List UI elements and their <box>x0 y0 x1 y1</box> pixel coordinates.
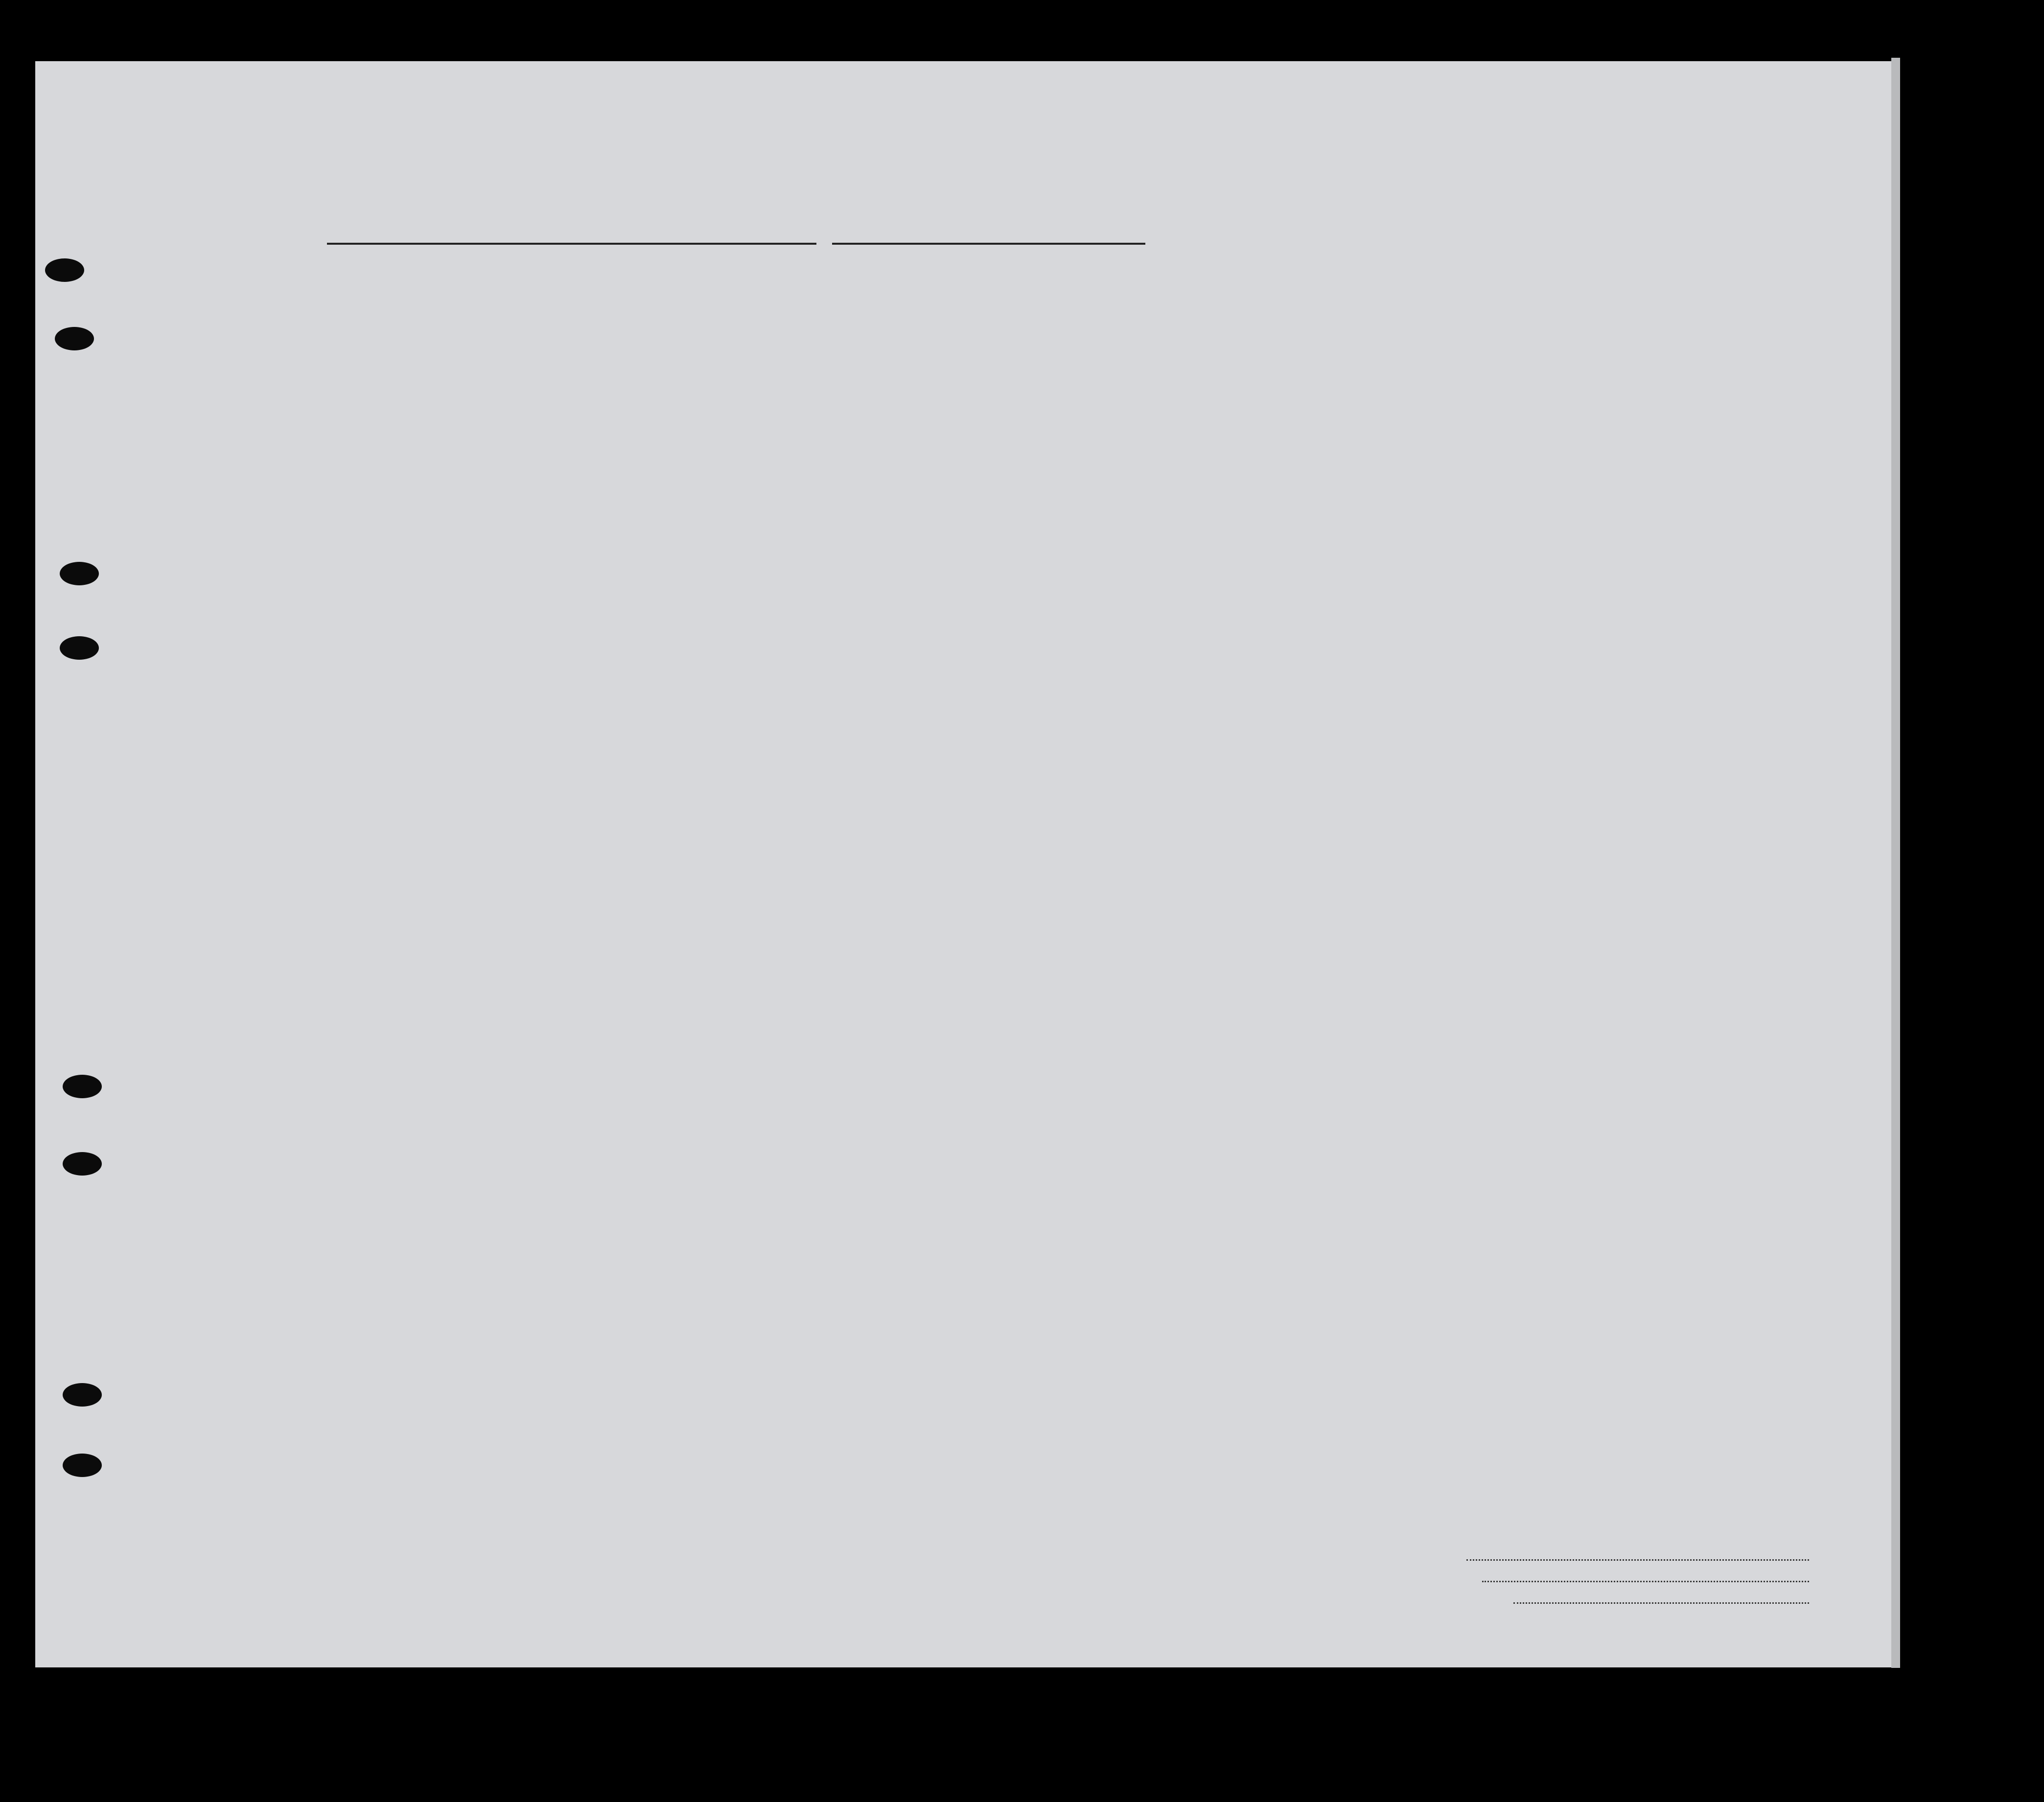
hdr-purpose-c <box>1197 330 1217 418</box>
binder-hole <box>60 562 99 585</box>
hdr-q31 <box>1429 299 1444 416</box>
hdr-prison <box>1231 299 1260 416</box>
hdr-q30 <box>1407 299 1421 416</box>
manifest-sheet <box>35 61 1891 1667</box>
line-signature-line <box>1466 1559 1809 1561</box>
binder-hole <box>63 1152 102 1176</box>
port-underline <box>327 243 816 245</box>
hdr-q28 <box>1317 299 1364 416</box>
binder-hole <box>63 1454 102 1477</box>
hdr-q29 <box>1370 299 1398 416</box>
sheet-edge <box>1891 58 1900 1668</box>
agents-signature-line <box>1513 1602 1809 1604</box>
binder-hole <box>45 258 84 282</box>
binder-hole <box>63 1075 102 1098</box>
owners-signature-line <box>1482 1581 1809 1582</box>
binder-hole <box>55 327 94 350</box>
binder-hole <box>63 1383 102 1407</box>
binder-hole <box>60 636 99 660</box>
hdr-purpose-a <box>1122 330 1146 418</box>
date-underline <box>832 243 1145 245</box>
hdr-purpose-b <box>1165 330 1185 418</box>
